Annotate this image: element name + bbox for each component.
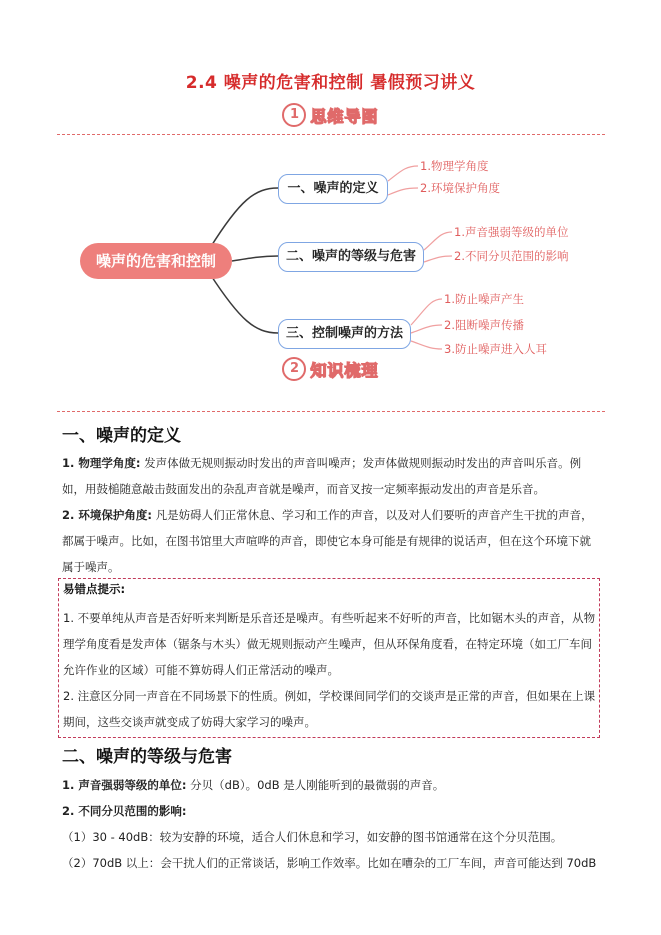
mind-map-leaf: 1.防止噪声产生	[444, 292, 524, 306]
mind-map-leaf: 2.阻断噪声传播	[444, 318, 524, 332]
list-item: （1）30 - 40dB：较为安静的环境，适合人们休息和学习，如安静的图书馆通常在这个分贝范围。	[62, 830, 563, 844]
paragraph-text: 分贝（dB）。0dB 是人刚能听到的最微弱的声音。	[186, 778, 445, 792]
paragraph	[62, 772, 602, 798]
list-item: （2）70dB 以上：会干扰人们的正常谈话，影响工作效率。比如在嘈杂的工厂车间，声音可能达到 70dB	[62, 856, 597, 870]
section-number: 1	[282, 103, 306, 127]
paragraph	[62, 502, 602, 580]
section-label: 思维导图	[310, 106, 379, 126]
tip-item: 1. 不要单纯从声音是否好听来判断是乐音还是噪声。有些听起来不好听的声音，比如锯木头的声音，从物理学角度看是发声体（锯条与木头）做无规则振动产生噪声，但从环保角度看，在特定环境（如工厂车间允许作业的区域）可能不算妨碍人们正常活动的噪声。	[63, 611, 596, 677]
divider	[57, 411, 605, 412]
paragraph-lead: 1. 声音强弱等级的单位:	[62, 778, 187, 792]
tip-title: 易错点提示:	[63, 582, 126, 596]
tip-item: 2. 注意区分同一声音在不同场景下的性质。例如，学校课间同学们的交谈声是正常的声音，但如果在上课期间，这些交谈声就变成了妨碍大家学习的噪声。	[63, 689, 596, 729]
section-heading: 一、噪声的定义	[62, 426, 181, 446]
paragraph-text: 凡是妨碍人们正常休息、学习和工作的声音，以及对人们要听的声音产生干扰的声音，都属于噪声。比如，在图书馆里大声喧哗的声音，即使它本身可能是有规律的说话声，但在这个环境下就属于噪声。	[62, 508, 593, 574]
mind-map-leaf: 2.环境保护角度	[420, 181, 500, 195]
section-heading: 二、噪声的等级与危害	[62, 747, 232, 767]
mind-map-branch: 一、噪声的定义	[278, 174, 388, 204]
paragraph-lead: 1. 物理学角度:	[62, 456, 141, 470]
mind-map-leaf: 1.物理学角度	[420, 159, 489, 173]
mind-map-center: 噪声的危害和控制	[80, 243, 232, 279]
paragraph	[62, 798, 602, 824]
paragraph-lead: 2. 不同分贝范围的影响:	[62, 804, 187, 818]
section-number: 2	[282, 357, 306, 381]
paragraph-text: 发声体做无规则振动时发出的声音叫噪声；发声体做规则振动时发出的声音叫乐音。例如，用鼓槌随意敲击鼓面发出的杂乱声音就是噪声，而音叉按一定频率振动发出的声音是乐音。	[62, 456, 582, 496]
error-tip-box	[58, 578, 600, 738]
doc-title: 2.4 噪声的危害和控制 暑假预习讲义	[185, 73, 476, 93]
paragraph-lead: 2. 环境保护角度:	[62, 508, 152, 522]
paragraph	[62, 450, 602, 502]
section-label: 知识梳理	[310, 360, 379, 380]
mind-map-leaf: 2.不同分贝范围的影响	[454, 249, 569, 263]
mind-map-leaf: 1.声音强弱等级的单位	[454, 225, 569, 239]
mind-map-branch: 三、控制噪声的方法	[278, 319, 411, 349]
mind-map-branch: 二、噪声的等级与危害	[278, 242, 424, 272]
section-badge-knowledge	[0, 357, 661, 381]
mind-map-leaf: 3.防止噪声进入人耳	[444, 342, 547, 356]
